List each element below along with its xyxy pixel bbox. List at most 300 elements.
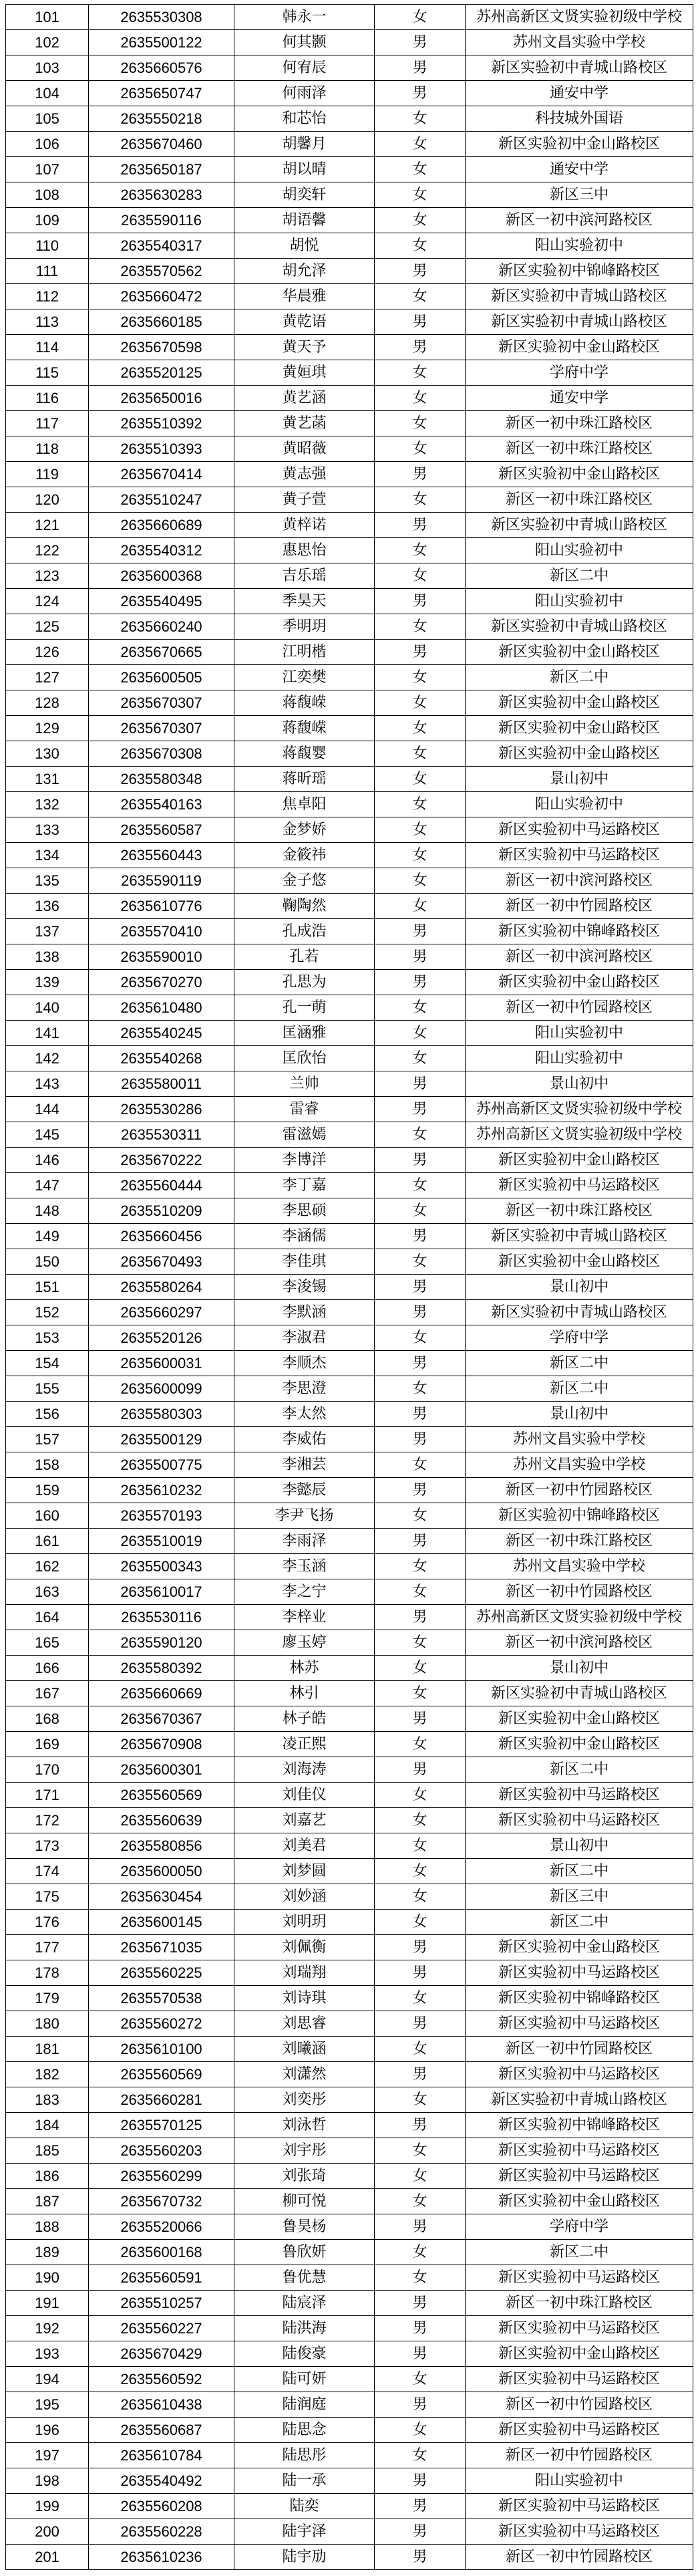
- student-name: 蒋馥嵘: [234, 690, 375, 716]
- gender: 男: [375, 919, 466, 944]
- table-row: [6, 1427, 693, 1452]
- table-row: [6, 2087, 693, 2113]
- school-name: 苏州高新区文贤实验初级中学校: [466, 1122, 693, 1148]
- table-row: [6, 208, 693, 233]
- exam-id: 2635610236: [89, 2545, 234, 2570]
- row-number: 195: [6, 2392, 89, 2418]
- gender: 男: [375, 2062, 466, 2087]
- student-name: 刘宇彤: [234, 2138, 375, 2164]
- exam-id: 2635590119: [89, 868, 234, 894]
- student-name: 黄天予: [234, 335, 375, 360]
- student-name: 李雨泽: [234, 1529, 375, 1554]
- table-row: [6, 2494, 693, 2519]
- table-row: [6, 1630, 693, 1656]
- school-name: 苏州文昌实验中学校: [466, 1427, 693, 1452]
- gender: 男: [375, 1402, 466, 1427]
- table-row: [6, 792, 693, 817]
- table-row: [6, 5, 693, 30]
- exam-id: 2635560299: [89, 2164, 234, 2189]
- gender: 男: [375, 2519, 466, 2545]
- row-number: 119: [6, 462, 89, 487]
- table-row: [6, 741, 693, 767]
- table-row: [6, 2138, 693, 2164]
- student-name: 鲁欣妍: [234, 2240, 375, 2265]
- gender: 女: [375, 106, 466, 132]
- exam-id: 2635550218: [89, 106, 234, 132]
- gender: 女: [375, 182, 466, 208]
- exam-id: 2635500343: [89, 1554, 234, 1579]
- gender: 女: [375, 1021, 466, 1046]
- student-name: 孔一萌: [234, 995, 375, 1021]
- row-number: 123: [6, 563, 89, 589]
- table-row: [6, 1325, 693, 1351]
- exam-id: 2635670308: [89, 741, 234, 767]
- row-number: 103: [6, 55, 89, 81]
- table-row: [6, 157, 693, 182]
- school-name: 新区一初中珠江路校区: [466, 1198, 693, 1224]
- row-number: 101: [6, 5, 89, 30]
- exam-id: 2635540495: [89, 589, 234, 614]
- school-name: 新区二中: [466, 1859, 693, 1884]
- school-name: 通安中学: [466, 386, 693, 411]
- table-row: [6, 1910, 693, 1935]
- school-name: 新区实验初中马运路校区: [466, 1783, 693, 1808]
- gender: 女: [375, 2087, 466, 2113]
- row-number: 111: [6, 259, 89, 284]
- table-row: [6, 2392, 693, 2418]
- gender: 女: [375, 767, 466, 792]
- table-row: [6, 513, 693, 538]
- student-name: 林苏: [234, 1656, 375, 1681]
- student-name: 季昊天: [234, 589, 375, 614]
- table-row: [6, 868, 693, 894]
- exam-id: 2635560443: [89, 843, 234, 868]
- gender: 女: [375, 157, 466, 182]
- school-name: 新区实验初中金山路校区: [466, 1732, 693, 1757]
- table-row: [6, 843, 693, 868]
- gender: 女: [375, 1452, 466, 1478]
- exam-id: 2635670414: [89, 462, 234, 487]
- table-row: [6, 995, 693, 1021]
- student-name: 孔若: [234, 944, 375, 970]
- row-number: 181: [6, 2037, 89, 2062]
- school-name: 新区一初中珠江路校区: [466, 436, 693, 462]
- school-name: 苏州文昌实验中学校: [466, 1452, 693, 1478]
- row-number: 125: [6, 614, 89, 640]
- row-number: 187: [6, 2189, 89, 2214]
- gender: 女: [375, 1656, 466, 1681]
- gender: 男: [375, 1097, 466, 1122]
- table-row: [6, 1986, 693, 2011]
- exam-id: 2635540312: [89, 538, 234, 563]
- school-name: 新区实验初中马运路校区: [466, 1808, 693, 1833]
- exam-id: 2635510019: [89, 1529, 234, 1554]
- exam-id: 2635600145: [89, 1910, 234, 1935]
- exam-id: 2635560569: [89, 2062, 234, 2087]
- student-name: 陆俊豪: [234, 2341, 375, 2367]
- gender: 女: [375, 208, 466, 233]
- row-number: 135: [6, 868, 89, 894]
- row-number: 128: [6, 690, 89, 716]
- gender: 女: [375, 1198, 466, 1224]
- gender: 女: [375, 2037, 466, 2062]
- student-name: 鲁昊杨: [234, 2214, 375, 2240]
- student-name: 陆宇泽: [234, 2519, 375, 2545]
- school-name: 新区实验初中金山路校区: [466, 690, 693, 716]
- gender: 女: [375, 1503, 466, 1529]
- school-name: 新区三中: [466, 1884, 693, 1910]
- table-row: [6, 1452, 693, 1478]
- student-name: 黄子萱: [234, 487, 375, 513]
- school-name: 新区二中: [466, 1376, 693, 1402]
- school-name: 阳山实验初中: [466, 589, 693, 614]
- gender: 男: [375, 2113, 466, 2138]
- gender: 男: [375, 944, 466, 970]
- student-name: 胡语馨: [234, 208, 375, 233]
- row-number: 109: [6, 208, 89, 233]
- table-row: [6, 1833, 693, 1859]
- student-name: 孔成浩: [234, 919, 375, 944]
- student-name: 鲁优慧: [234, 2265, 375, 2291]
- exam-id: 2635660689: [89, 513, 234, 538]
- student-name: 刘海涛: [234, 1757, 375, 1783]
- row-number: 132: [6, 792, 89, 817]
- row-number: 174: [6, 1859, 89, 1884]
- exam-id: 2635510392: [89, 411, 234, 436]
- row-number: 177: [6, 1935, 89, 1960]
- school-name: 新区实验初中金山路校区: [466, 1148, 693, 1173]
- school-name: 学府中学: [466, 360, 693, 386]
- student-name: 林引: [234, 1681, 375, 1706]
- school-name: 新区实验初中青城山路校区: [466, 1681, 693, 1706]
- student-name: 焦卓阳: [234, 792, 375, 817]
- row-number: 183: [6, 2087, 89, 2113]
- school-name: 新区一初中竹园路校区: [466, 2037, 693, 2062]
- row-number: 168: [6, 1706, 89, 1732]
- gender: 女: [375, 411, 466, 436]
- gender: 男: [375, 462, 466, 487]
- student-name: 蒋昕瑶: [234, 767, 375, 792]
- table-row: [6, 233, 693, 259]
- exam-id: 2635610784: [89, 2443, 234, 2468]
- table-row: [6, 462, 693, 487]
- gender: 男: [375, 2291, 466, 2316]
- row-number: 114: [6, 335, 89, 360]
- table-row: [6, 1732, 693, 1757]
- row-number: 201: [6, 2545, 89, 2570]
- gender: 女: [375, 690, 466, 716]
- table-row: [6, 106, 693, 132]
- gender: 女: [375, 1554, 466, 1579]
- row-number: 178: [6, 1960, 89, 1986]
- school-name: 新区实验初中金山路校区: [466, 2189, 693, 2214]
- row-number: 164: [6, 1605, 89, 1630]
- gender: 男: [375, 970, 466, 995]
- student-name: 李懿辰: [234, 1478, 375, 1503]
- school-name: 新区实验初中马运路校区: [466, 2418, 693, 2443]
- table-row: [6, 2341, 693, 2367]
- school-name: 景山初中: [466, 1275, 693, 1300]
- row-number: 167: [6, 1681, 89, 1706]
- school-name: 通安中学: [466, 81, 693, 106]
- row-number: 127: [6, 665, 89, 690]
- student-name: 刘佩衡: [234, 1935, 375, 1960]
- exam-id: 2635570538: [89, 1986, 234, 2011]
- school-name: 新区实验初中金山路校区: [466, 1706, 693, 1732]
- table-row: [6, 919, 693, 944]
- exam-id: 2635610100: [89, 2037, 234, 2062]
- school-name: 新区一初中竹园路校区: [466, 1478, 693, 1503]
- student-name: 李湘芸: [234, 1452, 375, 1478]
- student-name: 江明楷: [234, 640, 375, 665]
- table-row: [6, 1503, 693, 1529]
- table-row: [6, 665, 693, 690]
- student-name: 陆洪海: [234, 2316, 375, 2341]
- school-name: 新区实验初中金山路校区: [466, 970, 693, 995]
- exam-id: 2635600505: [89, 665, 234, 690]
- exam-id: 2635510257: [89, 2291, 234, 2316]
- table-row: [6, 2113, 693, 2138]
- gender: 女: [375, 1630, 466, 1656]
- exam-id: 2635580011: [89, 1071, 234, 1097]
- row-number: 126: [6, 640, 89, 665]
- student-name: 孔思为: [234, 970, 375, 995]
- table-row: [6, 2164, 693, 2189]
- student-name: 李博洋: [234, 1148, 375, 1173]
- student-name: 胡悦: [234, 233, 375, 259]
- school-name: 新区实验初中青城山路校区: [466, 284, 693, 309]
- exam-id: 2635560587: [89, 817, 234, 843]
- exam-id: 2635560639: [89, 1808, 234, 1833]
- table-row: [6, 1884, 693, 1910]
- student-name: 凌正熙: [234, 1732, 375, 1757]
- row-number: 191: [6, 2291, 89, 2316]
- exam-id: 2635510209: [89, 1198, 234, 1224]
- student-name: 韩永一: [234, 5, 375, 30]
- table-row: [6, 1554, 693, 1579]
- row-number: 172: [6, 1808, 89, 1833]
- row-number: 197: [6, 2443, 89, 2468]
- exam-id: 2635600168: [89, 2240, 234, 2265]
- exam-id: 2635660185: [89, 309, 234, 335]
- school-name: 景山初中: [466, 767, 693, 792]
- student-name: 华晨雅: [234, 284, 375, 309]
- row-number: 149: [6, 1224, 89, 1249]
- roster-body: [6, 5, 693, 2570]
- gender: 女: [375, 1732, 466, 1757]
- student-name: 刘明玥: [234, 1910, 375, 1935]
- school-name: 新区实验初中青城山路校区: [466, 2087, 693, 2113]
- student-name: 金子悠: [234, 868, 375, 894]
- exam-id: 2635560203: [89, 2138, 234, 2164]
- exam-id: 2635650016: [89, 386, 234, 411]
- school-name: 新区实验初中马运路校区: [466, 2062, 693, 2087]
- table-row: [6, 2519, 693, 2545]
- exam-id: 2635660472: [89, 284, 234, 309]
- exam-id: 2635650187: [89, 157, 234, 182]
- school-name: 新区一初中竹园路校区: [466, 894, 693, 919]
- row-number: 155: [6, 1376, 89, 1402]
- school-name: 学府中学: [466, 1325, 693, 1351]
- row-number: 147: [6, 1173, 89, 1198]
- student-name: 刘美君: [234, 1833, 375, 1859]
- exam-id: 2635650747: [89, 81, 234, 106]
- student-name: 陆润庭: [234, 2392, 375, 2418]
- gender: 男: [375, 1351, 466, 1376]
- exam-id: 2635660456: [89, 1224, 234, 1249]
- row-number: 169: [6, 1732, 89, 1757]
- exam-id: 2635610776: [89, 894, 234, 919]
- row-number: 151: [6, 1275, 89, 1300]
- school-name: 新区实验初中锦峰路校区: [466, 1986, 693, 2011]
- gender: 女: [375, 1579, 466, 1605]
- student-name: 刘妙涵: [234, 1884, 375, 1910]
- exam-id: 2635530311: [89, 1122, 234, 1148]
- row-number: 140: [6, 995, 89, 1021]
- row-number: 182: [6, 2062, 89, 2087]
- gender: 女: [375, 1325, 466, 1351]
- exam-id: 2635560687: [89, 2418, 234, 2443]
- table-row: [6, 2291, 693, 2316]
- school-name: 新区实验初中锦峰路校区: [466, 2113, 693, 2138]
- exam-id: 2635660576: [89, 55, 234, 81]
- gender: 女: [375, 868, 466, 894]
- table-row: [6, 2316, 693, 2341]
- table-row: [6, 640, 693, 665]
- table-row: [6, 1097, 693, 1122]
- school-name: 新区实验初中马运路校区: [466, 2011, 693, 2037]
- exam-id: 2635560228: [89, 2519, 234, 2545]
- gender: 男: [375, 1478, 466, 1503]
- row-number: 141: [6, 1021, 89, 1046]
- school-name: 新区二中: [466, 563, 693, 589]
- exam-id: 2635600031: [89, 1351, 234, 1376]
- school-name: 新区二中: [466, 665, 693, 690]
- exam-id: 2635560569: [89, 1783, 234, 1808]
- row-number: 117: [6, 411, 89, 436]
- student-name: 刘奕彤: [234, 2087, 375, 2113]
- exam-id: 2635580348: [89, 767, 234, 792]
- row-number: 116: [6, 386, 89, 411]
- exam-id: 2635530308: [89, 5, 234, 30]
- school-name: 阳山实验初中: [466, 233, 693, 259]
- gender: 女: [375, 665, 466, 690]
- gender: 男: [375, 30, 466, 55]
- table-row: [6, 1529, 693, 1554]
- exam-id: 2635530286: [89, 1097, 234, 1122]
- student-name: 黄艺菡: [234, 411, 375, 436]
- student-name: 和芯怡: [234, 106, 375, 132]
- exam-id: 2635560208: [89, 2494, 234, 2519]
- gender: 女: [375, 2138, 466, 2164]
- school-name: 新区实验初中马运路校区: [466, 2367, 693, 2392]
- row-number: 166: [6, 1656, 89, 1681]
- gender: 男: [375, 1935, 466, 1960]
- exam-id: 2635500129: [89, 1427, 234, 1452]
- table-row: [6, 2545, 693, 2570]
- school-name: 新区一初中竹园路校区: [466, 2392, 693, 2418]
- exam-id: 2635560272: [89, 2011, 234, 2037]
- table-row: [6, 436, 693, 462]
- row-number: 105: [6, 106, 89, 132]
- student-name: 蒋馥婴: [234, 741, 375, 767]
- gender: 女: [375, 2240, 466, 2265]
- gender: 女: [375, 2367, 466, 2392]
- student-name: 刘曦涵: [234, 2037, 375, 2062]
- gender: 男: [375, 2011, 466, 2037]
- student-name: 李丁嘉: [234, 1173, 375, 1198]
- table-row: [6, 970, 693, 995]
- school-name: 阳山实验初中: [466, 1046, 693, 1071]
- school-name: 新区实验初中青城山路校区: [466, 309, 693, 335]
- row-number: 142: [6, 1046, 89, 1071]
- gender: 女: [375, 1808, 466, 1833]
- exam-id: 2635500775: [89, 1452, 234, 1478]
- school-name: 学府中学: [466, 2214, 693, 2240]
- school-name: 新区实验初中金山路校区: [466, 1935, 693, 1960]
- row-number: 150: [6, 1249, 89, 1275]
- school-name: 新区实验初中锦峰路校区: [466, 919, 693, 944]
- gender: 女: [375, 995, 466, 1021]
- student-name: 李默涵: [234, 1300, 375, 1325]
- student-name: 金筱祎: [234, 843, 375, 868]
- school-name: 景山初中: [466, 1656, 693, 1681]
- table-row: [6, 30, 693, 55]
- exam-id: 2635670307: [89, 690, 234, 716]
- gender: 男: [375, 2392, 466, 2418]
- gender: 女: [375, 614, 466, 640]
- school-name: 新区一初中竹园路校区: [466, 1579, 693, 1605]
- table-row: [6, 1224, 693, 1249]
- gender: 女: [375, 1681, 466, 1706]
- table-row: [6, 1148, 693, 1173]
- student-name: 廖玉婷: [234, 1630, 375, 1656]
- school-name: 新区实验初中马运路校区: [466, 2164, 693, 2189]
- row-number: 134: [6, 843, 89, 868]
- student-name: 陆奕: [234, 2494, 375, 2519]
- exam-id: 2635560225: [89, 1960, 234, 1986]
- student-name: 李梓业: [234, 1605, 375, 1630]
- gender: 女: [375, 817, 466, 843]
- school-name: 新区二中: [466, 1910, 693, 1935]
- row-number: 173: [6, 1833, 89, 1859]
- row-number: 124: [6, 589, 89, 614]
- gender: 女: [375, 386, 466, 411]
- student-name: 黄乾语: [234, 309, 375, 335]
- table-row: [6, 1021, 693, 1046]
- gender: 男: [375, 1275, 466, 1300]
- exam-id: 2635610480: [89, 995, 234, 1021]
- gender: 女: [375, 1833, 466, 1859]
- table-row: [6, 1605, 693, 1630]
- row-number: 152: [6, 1300, 89, 1325]
- student-name: 金梦娇: [234, 817, 375, 843]
- student-name: 陆思念: [234, 2418, 375, 2443]
- row-number: 175: [6, 1884, 89, 1910]
- exam-id: 2635630283: [89, 182, 234, 208]
- row-number: 144: [6, 1097, 89, 1122]
- student-name: 刘泳哲: [234, 2113, 375, 2138]
- school-name: 新区二中: [466, 2240, 693, 2265]
- table-row: [6, 690, 693, 716]
- gender: 男: [375, 55, 466, 81]
- gender: 男: [375, 1706, 466, 1732]
- table-row: [6, 1122, 693, 1148]
- exam-id: 2635660240: [89, 614, 234, 640]
- table-row: [6, 817, 693, 843]
- exam-id: 2635570562: [89, 259, 234, 284]
- school-name: 新区实验初中金山路校区: [466, 1249, 693, 1275]
